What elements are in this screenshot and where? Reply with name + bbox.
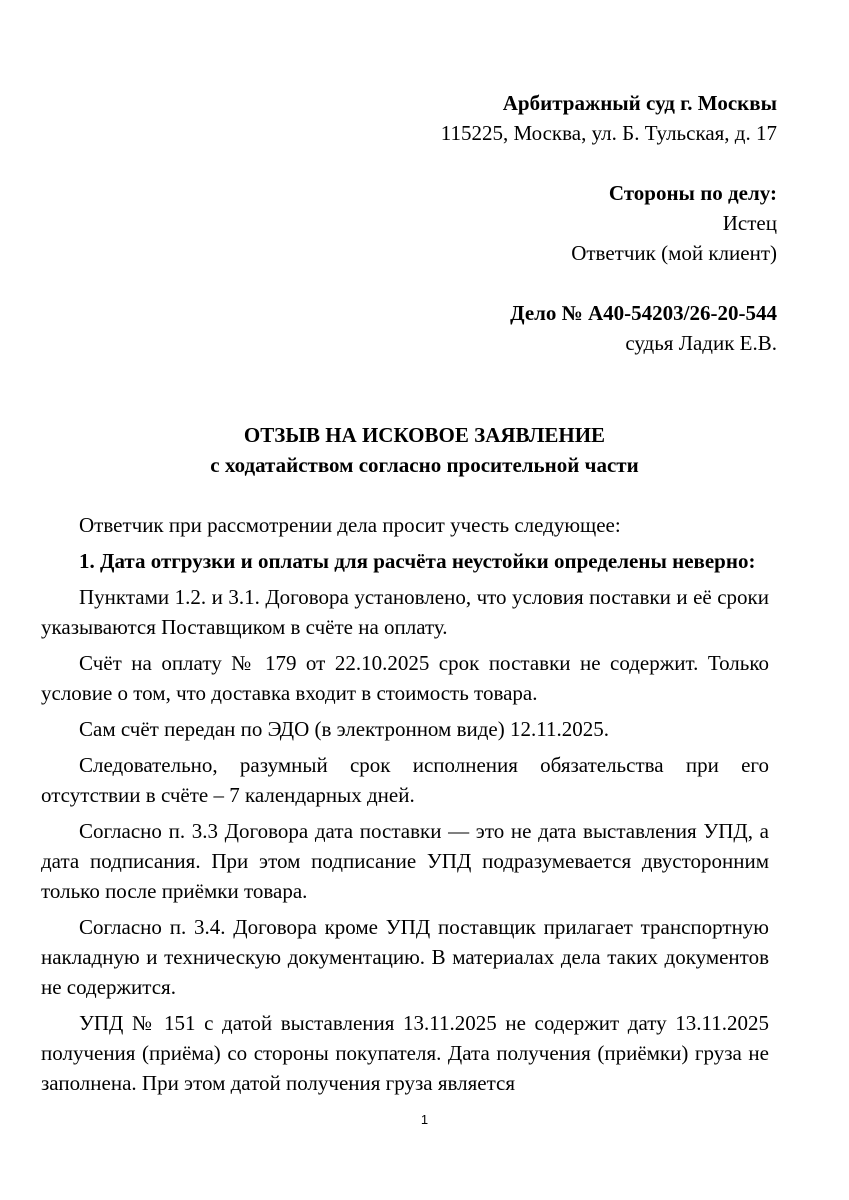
- paragraph: УПД № 151 с датой выставления 13.11.2025 не содержит дату 13.11.2025 получения (приёма) со стороны покупателя. Дата получения (приёмки) груза не заполнена. При этом датой получения груза является: [41, 1011, 769, 1095]
- paragraph: Сам счёт передан по ЭДО (в электронном виде) 12.11.2025.: [79, 717, 609, 741]
- parties-block: [571, 178, 777, 268]
- case-number: Дело № А40-54203/26-20-544: [510, 301, 777, 325]
- document-body: [41, 510, 769, 1104]
- paragraph: Следовательно, разумный срок исполнения обязательства при его отсутствии в счёте – 7 календарных дней.: [41, 753, 769, 807]
- title-main: ОТЗЫВ НА ИСКОВОЕ ЗАЯВЛЕНИЕ: [243, 423, 606, 447]
- parties-label: Стороны по делу:: [608, 181, 777, 205]
- intro-paragraph: Ответчик при рассмотрении дела просит учесть следующее:: [79, 513, 621, 537]
- section-1-heading: 1. Дата отгрузки и оплаты для расчёта неустойки определены неверно:: [79, 549, 756, 573]
- court-block: [441, 88, 777, 148]
- judge: судья Ладик Е.В.: [625, 331, 777, 355]
- document-title: [74, 420, 775, 480]
- plaintiff: Истец: [722, 211, 777, 235]
- case-block: [510, 298, 777, 358]
- court-address: 115225, Москва, ул. Б. Тульская, д. 17: [440, 121, 777, 145]
- paragraph: Пунктами 1.2. и 3.1. Договора установлено, что условия поставки и её сроки указываются Поставщиком в счёте на оплату.: [41, 585, 769, 639]
- paragraph: Счёт на оплату № 179 от 22.10.2025 срок поставки не содержит. Только условие о том, что доставка входит в стоимость товара.: [41, 651, 769, 705]
- title-sub: с ходатайством согласно просительной части: [210, 453, 639, 477]
- defendant: Ответчик (мой клиент): [571, 241, 777, 265]
- paragraph: Согласно п. 3.4. Договора кроме УПД поставщик прилагает транспортную накладную и техническую документацию. В материалах дела таких документов не содержится.: [41, 915, 769, 999]
- page-number: 1: [420, 1112, 429, 1127]
- court-name: Арбитражный суд г. Москвы: [502, 91, 777, 115]
- paragraph: Согласно п. 3.3 Договора дата поставки — это не дата выставления УПД, а дата подписания. При этом подписание УПД подразумевается двусторонним только после приёмки товара.: [41, 819, 769, 903]
